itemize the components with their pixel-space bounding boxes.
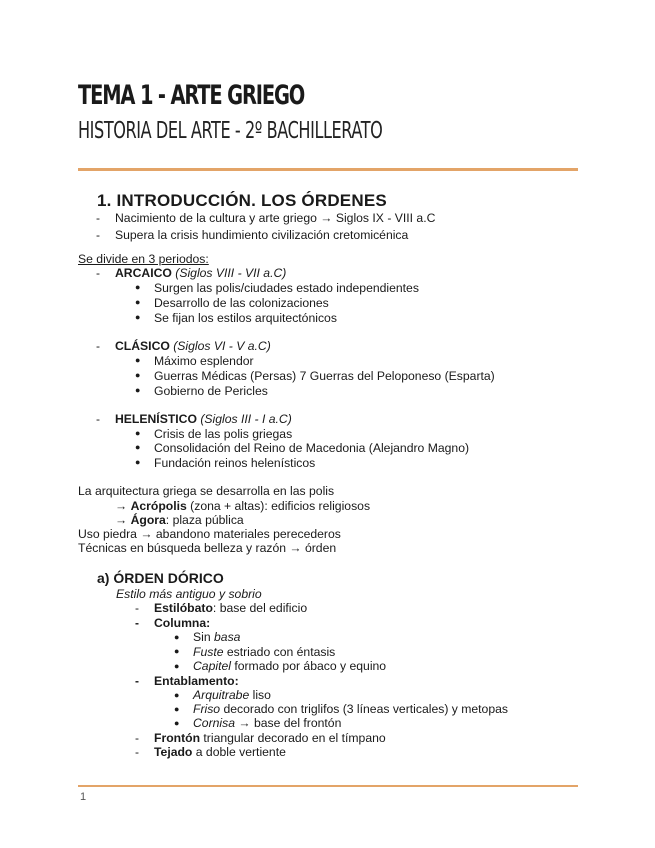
period-name: HELENÍSTICO: [115, 412, 197, 426]
document-title: TEMA 1 - ARTE GRIEGO: [78, 80, 305, 111]
period-item: Guerras Médicas (Persas) 7 Guerras del Peloponeso (Esparta): [154, 369, 495, 383]
entab-item: [193, 716, 341, 730]
bullet-marker: ●: [174, 718, 180, 728]
term-desc: : plaza pública: [165, 513, 244, 527]
top-divider: [78, 168, 578, 171]
arrow: →: [115, 499, 131, 513]
entab-item: [193, 702, 508, 716]
dash-marker: -: [135, 674, 139, 688]
bullet-marker: ●: [174, 661, 180, 671]
bullet-marker: ●: [135, 442, 141, 452]
arch-intro: La arquitectura griega se desarrolla en las polis: [78, 484, 335, 498]
column-item: [193, 659, 386, 673]
subsection-heading: a) ÓRDEN DÓRICO: [97, 570, 224, 586]
doric-entablature: Entablamento:: [154, 674, 239, 688]
entab-item: [193, 688, 271, 702]
column-item: [193, 645, 335, 659]
bullet-marker: ●: [135, 282, 141, 292]
period-item: Fundación reinos helenísticos: [154, 456, 316, 470]
term: Tejado: [154, 745, 193, 759]
document-subtitle: HISTORIA DEL ARTE - 2º BACHILLERATO: [78, 118, 383, 144]
term: Estilóbato: [154, 601, 213, 615]
item-term: basa: [214, 630, 241, 644]
term: Frontón: [154, 731, 201, 745]
dash-marker: -: [96, 339, 100, 353]
dash-marker: -: [135, 745, 139, 759]
period-clasico: [115, 339, 271, 353]
item-term: Cornisa: [193, 716, 235, 730]
bottom-divider: [78, 785, 578, 787]
item-post: liso: [249, 688, 271, 702]
term-desc: triangular decorado en el tímpano: [200, 731, 386, 745]
dash-marker: -: [135, 731, 139, 745]
item-post: formado por ábaco y equino: [230, 659, 387, 673]
arch-tech: Técnicas en búsqueda belleza y razón → órden: [78, 541, 337, 555]
period-name: ARCAICO: [115, 266, 172, 280]
dash-marker: -: [135, 616, 139, 630]
intro-item: Supera la crisis hundimiento civilización cretomicénica: [115, 228, 409, 242]
arch-stone: Uso piedra → abandono materiales perecederos: [78, 527, 341, 541]
period-item: Surgen las polis/ciudades estado independientes: [154, 281, 419, 295]
dash-marker: -: [96, 266, 100, 280]
period-item: Se fijan los estilos arquitectónicos: [154, 311, 337, 325]
arch-agora: [115, 513, 244, 527]
bullet-marker: ●: [135, 428, 141, 438]
bullet-marker: ●: [135, 457, 141, 467]
page-number: 1: [80, 791, 87, 803]
section-heading: 1. INTRODUCCIÓN. LOS ÓRDENES: [97, 191, 387, 210]
doric-desc: Estilo más antiguo y sobrio: [116, 587, 262, 601]
bullet-marker: ●: [174, 632, 180, 642]
item-pre: Sin: [193, 630, 215, 644]
period-dates: (Siglos III - I a.C): [200, 412, 292, 426]
dash-marker: -: [96, 228, 100, 242]
dash-marker: -: [96, 412, 100, 426]
arch-acropolis: [115, 499, 370, 513]
item-term: Capitel: [193, 659, 231, 673]
column-item: [193, 630, 240, 644]
period-item: Desarrollo de las colonizaciones: [154, 296, 329, 310]
doric-stylobate: [154, 601, 307, 615]
doric-column: Columna:: [154, 616, 211, 630]
doric-pediment: [154, 731, 386, 745]
term-desc: : base del edificio: [212, 601, 308, 615]
term: Acrópolis: [130, 499, 187, 513]
bullet-marker: ●: [135, 312, 141, 322]
item-term: Fuste: [193, 645, 224, 659]
period-item: Gobierno de Pericles: [154, 384, 268, 398]
term: Ágora: [130, 513, 166, 527]
term-desc: (zona + altas): edificios religiosos: [186, 499, 371, 513]
periods-label: Se divide en 3 periodos:: [78, 252, 209, 266]
period-dates: (Siglos VIII - VII a.C): [175, 266, 287, 280]
doric-roof: [154, 745, 286, 759]
period-name: CLÁSICO: [115, 339, 170, 353]
item-post: → base del frontón: [235, 716, 342, 730]
item-term: Friso: [193, 702, 221, 716]
period-item: Máximo esplendor: [154, 354, 254, 368]
arrow: →: [115, 513, 131, 527]
bullet-marker: ●: [174, 690, 180, 700]
item-post: estriado con éntasis: [223, 645, 336, 659]
bullet-marker: ●: [135, 355, 141, 365]
bullet-marker: ●: [174, 646, 180, 656]
bullet-marker: ●: [135, 297, 141, 307]
period-item: Consolidación del Reino de Macedonia (Alejandro Magno): [154, 441, 470, 455]
period-helenistico: [115, 412, 292, 426]
period-arcaico: [115, 266, 286, 280]
bullet-marker: ●: [135, 385, 141, 395]
item-term: Arquitrabe: [193, 688, 250, 702]
item-post: decorado con triglifos (3 líneas verticales) y metopas: [220, 702, 508, 716]
dash-marker: -: [135, 601, 139, 615]
dash-marker: -: [96, 211, 100, 225]
period-item: Crisis de las polis griegas: [154, 427, 293, 441]
bullet-marker: ●: [135, 370, 141, 380]
bullet-marker: ●: [174, 704, 180, 714]
intro-item: Nacimiento de la cultura y arte griego → Siglos IX - VIII a.C: [115, 211, 436, 225]
period-dates: (Siglos VI - V a.C): [173, 339, 271, 353]
term-desc: a doble vertiente: [192, 745, 286, 759]
